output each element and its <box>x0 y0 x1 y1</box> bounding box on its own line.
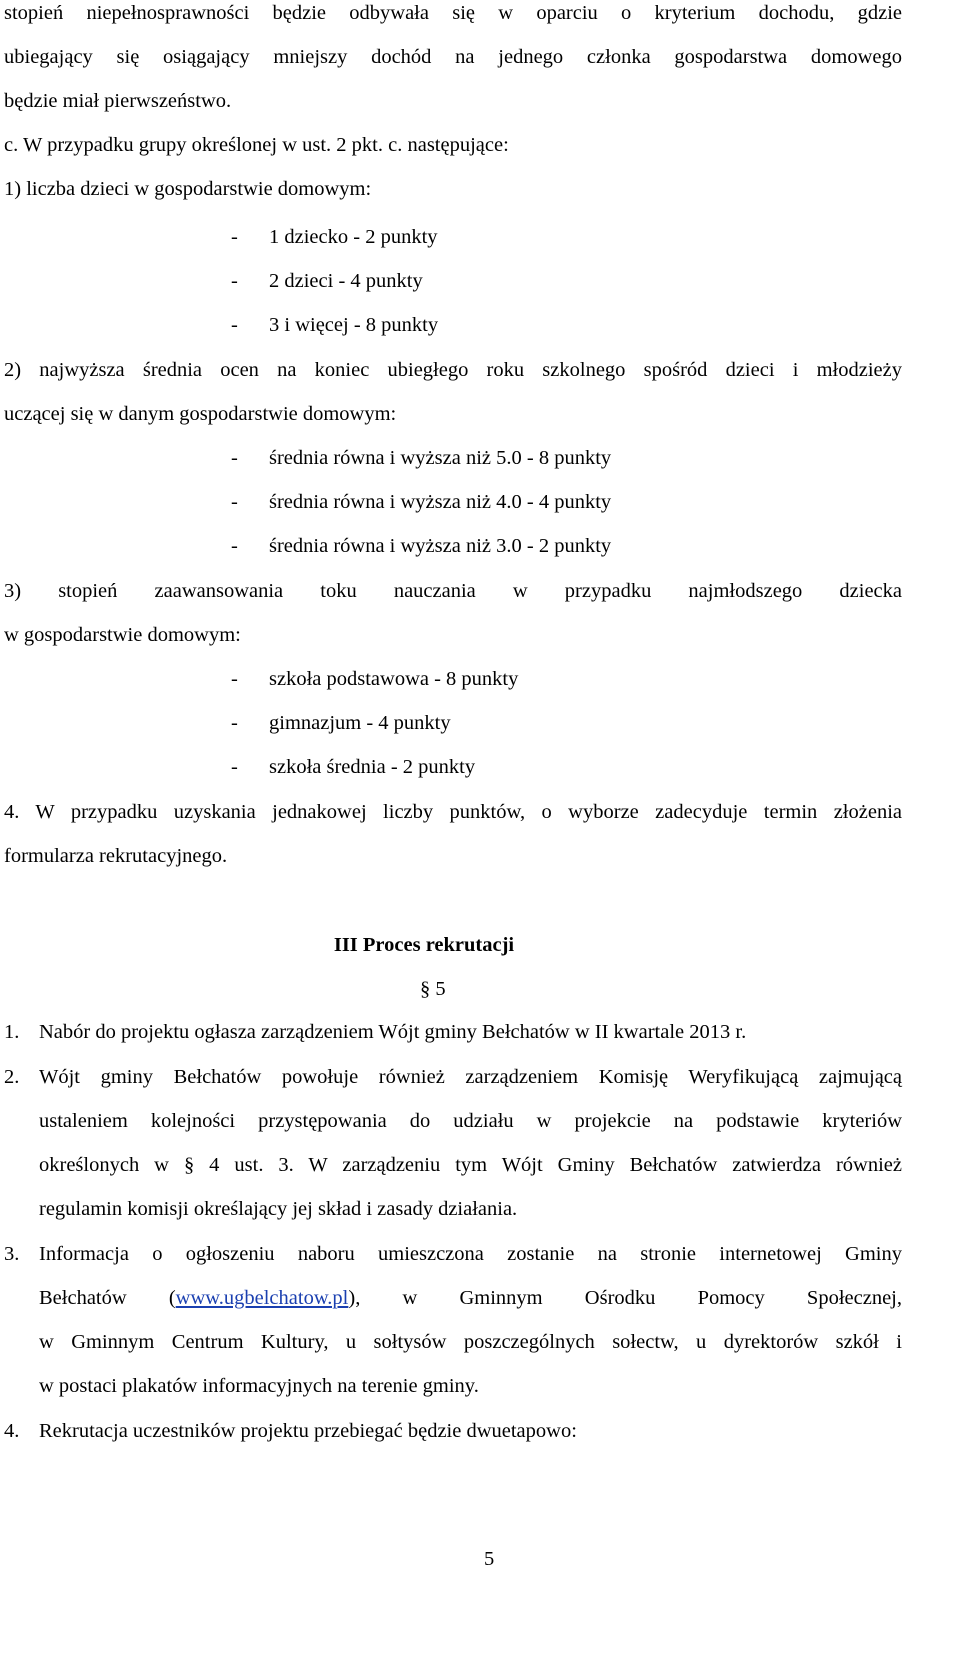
text-line: będzie miał pierwszeństwo. <box>4 90 232 112</box>
text-line <box>39 1285 902 1311</box>
dash-bullet: - <box>231 314 238 336</box>
text-line: Nabór do projektu ogłasza zarządzeniem Wójt gminy Bełchatów w II kwartale 2013 r. <box>39 1021 747 1043</box>
item-number: 3. <box>4 1243 20 1265</box>
list-item-text: 2 dzieci - 4 punkty <box>269 270 423 292</box>
text-line: formularza rekrutacyjnego. <box>4 845 228 867</box>
text-fragment: ), w Gminnym Ośrodku Pomocy Społecznej, <box>348 1287 902 1309</box>
text-line: ubiegający się osiągający mniejszy dochód na jednego członka gospodarstwa domowego <box>4 46 902 68</box>
dash-bullet: - <box>231 535 238 557</box>
text-line: Informacja o ogłoszeniu naboru umieszczona zostanie na stronie internetowej Gminy <box>39 1243 902 1265</box>
list-item-text: gimnazjum - 4 punkty <box>269 712 451 734</box>
text-line: określonych w § 4 ust. 3. W zarządzeniu tym Wójt Gminy Bełchatów zatwierdza również <box>39 1154 902 1176</box>
text-line: 3) stopień zaawansowania toku nauczania w przypadku najmłodszego dziecka <box>4 580 902 602</box>
text-line: 4. W przypadku uzyskania jednakowej liczby punktów, o wyborze zadecyduje termin złożenia <box>4 801 902 823</box>
dash-bullet: - <box>231 270 238 292</box>
dash-bullet: - <box>231 712 238 734</box>
dash-bullet: - <box>231 226 238 248</box>
dash-bullet: - <box>231 447 238 469</box>
dash-bullet: - <box>231 668 238 690</box>
text-line: c. W przypadku grupy określonej w ust. 2 pkt. c. następujące: <box>4 134 509 156</box>
paragraph-symbol: § 5 <box>420 978 446 1000</box>
text-line: w gospodarstwie domowym: <box>4 624 241 646</box>
dash-bullet: - <box>231 491 238 513</box>
website-link[interactable]: www.ugbelchatow.pl <box>175 1287 349 1309</box>
text-line: ustaleniem kolejności przystępowania do udziału w projekcie na podstawie kryteriów <box>39 1110 902 1132</box>
text-line: w Gminnym Centrum Kultury, u sołtysów poszczególnych sołectw, u dyrektorów szkół i <box>39 1331 902 1353</box>
text-line: 1) liczba dzieci w gospodarstwie domowym: <box>4 178 372 200</box>
item-number: 2. <box>4 1066 20 1088</box>
list-item-text: średnia równa i wyższa niż 5.0 - 8 punkty <box>269 447 612 469</box>
text-line: uczącej się w danym gospodarstwie domowym: <box>4 403 397 425</box>
text-line: regulamin komisji określający jej skład i zasady działania. <box>39 1198 518 1220</box>
list-item-text: szkoła podstawowa - 8 punkty <box>269 668 519 690</box>
text-line: Rekrutacja uczestników projektu przebiegać będzie dwuetapowo: <box>39 1420 577 1442</box>
list-item-text: średnia równa i wyższa niż 4.0 - 4 punkty <box>269 491 612 513</box>
dash-bullet: - <box>231 756 238 778</box>
text-line: w postaci plakatów informacyjnych na terenie gminy. <box>39 1375 479 1397</box>
text-line: stopień niepełnosprawności będzie odbywała się w oparciu o kryterium dochodu, gdzie <box>4 2 902 24</box>
text-line: Wójt gminy Bełchatów powołuje również zarządzeniem Komisję Weryfikującą zajmującą <box>39 1066 902 1088</box>
text-line: 2) najwyższa średnia ocen na koniec ubiegłego roku szkolnego spośród dzieci i młodzieży <box>4 359 902 381</box>
list-item-text: 3 i więcej - 8 punkty <box>269 314 439 336</box>
section-title: III Proces rekrutacji <box>333 934 515 956</box>
list-item-text: szkoła średnia - 2 punkty <box>269 756 476 778</box>
text-fragment: Bełchatów ( <box>39 1287 176 1309</box>
item-number: 1. <box>4 1021 20 1043</box>
list-item-text: średnia równa i wyższa niż 3.0 - 2 punkty <box>269 535 612 557</box>
item-number: 4. <box>4 1420 20 1442</box>
page-number: 5 <box>484 1548 495 1570</box>
list-item-text: 1 dziecko - 2 punkty <box>269 226 438 248</box>
